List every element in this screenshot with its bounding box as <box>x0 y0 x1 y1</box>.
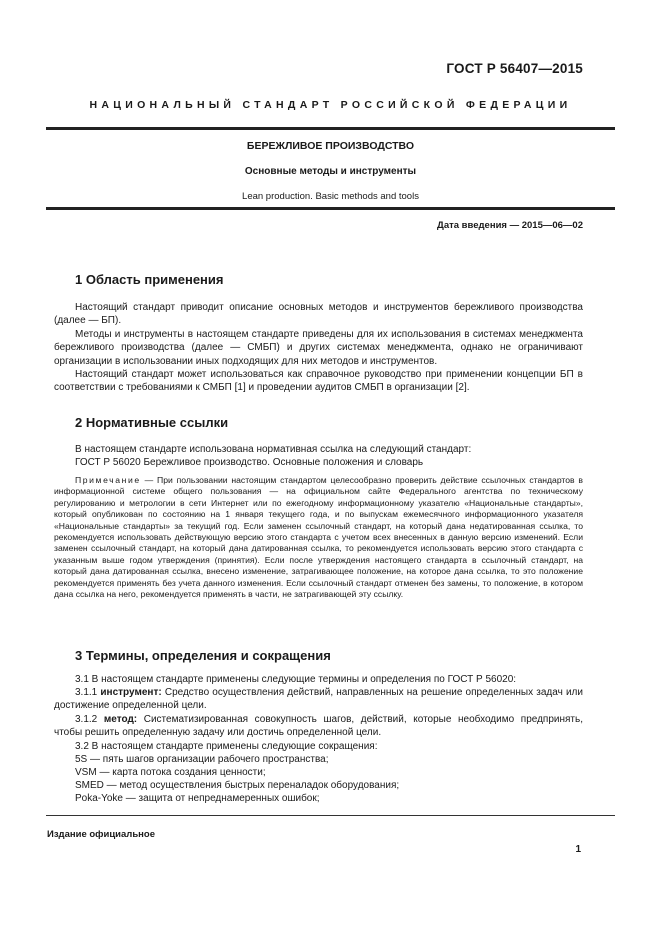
page-number: 1 <box>575 844 581 855</box>
term-number: 3.1.2 <box>75 714 104 725</box>
section-2-paragraph-1: В настоящем стандарте использована нормативная ссылка на следующий стандарт: <box>75 444 472 455</box>
section-2-note <box>54 475 583 600</box>
section-1-paragraph-3: Настоящий стандарт может использоваться как справочное руководство при применении концепции БП в соответствии с требованиями к СМБП [1] и проведении аудитов СМБП в организации [2]. <box>54 369 583 394</box>
standard-title-english: Lean production. Basic methods and tools <box>242 191 419 202</box>
standard-subtitle: Основные методы и инструменты <box>244 166 417 177</box>
abbreviation-item: Poka-Yoke — защита от непреднамеренных ошибок; <box>75 793 320 804</box>
abbreviation-item: VSM — карта потока создания ценности; <box>75 767 266 778</box>
top-rule <box>46 127 615 130</box>
abbreviation-item: SMED — метод осуществления быстрых переналадок оборудования; <box>75 780 400 791</box>
national-standard-heading: НАЦИОНАЛЬНЫЙ СТАНДАРТ РОССИЙСКОЙ ФЕДЕРАЦИИ <box>89 99 572 111</box>
title-rule <box>46 207 615 210</box>
footer-rule <box>46 815 615 816</box>
section-1-heading: 1 Область применения <box>75 272 224 287</box>
section-3-heading: 3 Термины, определения и сокращения <box>75 648 331 663</box>
term-name: метод: <box>103 714 138 725</box>
document-number: ГОСТ Р 56407—2015 <box>446 61 583 76</box>
term-method <box>54 713 583 740</box>
term-name: инструмент: <box>100 687 162 698</box>
term-definition: Систематизированная совокупность шагов, действий, которые необходимо предпринять, чтобы решить определенную задачу или достичь определенной цели. <box>54 714 583 739</box>
edition-label: Издание официальное <box>47 829 155 840</box>
section-1-paragraph-2: Методы и инструменты в настоящем стандарте приведены для их использования в системах менеджмента бережливого производства (далее — СМБП) и других системах менеджмента, однако не ограничивают организации в использовании иных подходящих для них методов и инструментов. <box>54 329 583 367</box>
section-3-line-2: 3.2 В настоящем стандарте применены следующие сокращения: <box>75 741 378 752</box>
section-1-paragraph-1: Настоящий стандарт приводит описание основных методов и инструментов бережливого производства (далее — БП). <box>54 302 583 327</box>
term-number: 3.1.1 <box>75 687 101 698</box>
introduction-date: Дата введения — 2015—06—02 <box>437 220 583 231</box>
term-definition: Средство осуществления действий, направленных на решение определенных задач или достижение определенной цели. <box>54 687 583 712</box>
term-instrument <box>54 686 583 713</box>
note-text: — При пользовании настоящим стандартом целесообразно проверить действие ссылочных стандартов в информационной системе общего пользования — на официальном сайте Федерального агентства по техническому регулированию и метрологии в сети Интернет или по ежегодному информационному указателю «Национальные стандарты», который опубликован по состоянию на 1 января текущего года, и по выпускам ежемесячного информационного указателя «Национальные стандарты» за текущий год. Если заменен ссылочный стандарт, на который дана недатированная ссылка, то рекомендуется использовать действующую версию этого стандарта с учетом всех внесенных в данную версию изменений. Если заменен ссылочный стандарт, на который дана датированная ссылка, то рекомендуется использовать версию этого стандарта с указанным выше годом утверждения (принятия). Если после утверждения настоящего стандарта в ссылочный стандарт, на который дана датированная ссылка, внесено изменение, затрагивающее положение, на которое дана ссылка, то это положение рекомендуется применять без учета данного изменения. Если ссылочный стандарт отменен без замены, то положение, в котором дана ссылка на него, рекомендуется применять в части, не затрагивающей эту ссылку. <box>54 475 583 600</box>
note-label: Примечание <box>75 475 141 485</box>
section-3-line-1: 3.1 В настоящем стандарте применены следующие термины и определения по ГОСТ Р 56020: <box>75 674 517 685</box>
abbreviation-item: 5S — пять шагов организации рабочего пространства; <box>75 754 329 765</box>
section-2-heading: 2 Нормативные ссылки <box>75 415 229 430</box>
standard-title: БЕРЕЖЛИВОЕ ПРОИЗВОДСТВО <box>246 140 415 152</box>
section-2-reference: ГОСТ Р 56020 Бережливое производство. Основные положения и словарь <box>75 457 424 468</box>
